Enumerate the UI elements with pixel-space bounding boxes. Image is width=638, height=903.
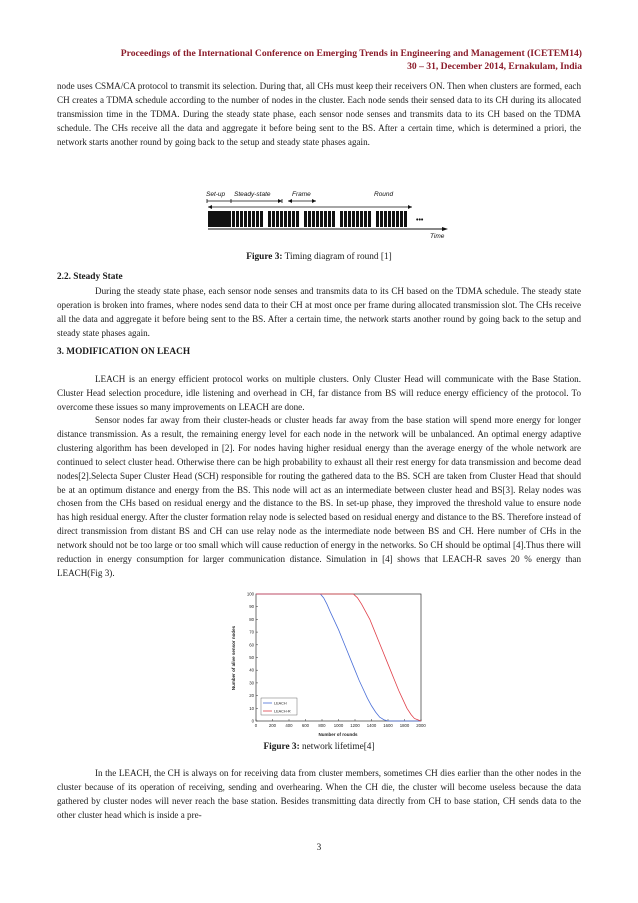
- setup-block: [208, 211, 231, 227]
- slot-bar: [328, 211, 331, 227]
- slot-bar: [320, 211, 323, 227]
- x-tick-label: 1600: [383, 723, 393, 728]
- frame-label: Frame: [292, 191, 311, 198]
- figure1-caption-text: Timing diagram of round [1]: [282, 252, 392, 262]
- network-lifetime-chart: [225, 588, 430, 738]
- x-tick-label: 400: [285, 723, 293, 728]
- intro-paragraph: node uses CSMA/CA protocol to transmit its selection. During that, all CHs must keep their receivers ON. Then when clusters are formed, each CH creates a TDMA schedule according to the number of nodes in the cluster. Each node sends their sensed data to its CH during its allocated transmission time in the TDMA. During the steady state phase, each sensor node senses and transmits data to its CH based on the TDMA schedule. The CHs receive all the data and aggregate it before being sent to the BS. After a certain time, which is determined a priori, the network starts another round by going back to the setup and steady state phases again.: [57, 81, 581, 147]
- header-line-2: 30 – 31, December 2014, Ernakulam, India: [407, 61, 582, 72]
- chart-legend: [261, 698, 297, 715]
- slot-bar: [292, 211, 295, 227]
- steady-state-label: Steady-state: [234, 191, 271, 198]
- slot-bar: [280, 211, 283, 227]
- x-tick-label: 1200: [350, 723, 360, 728]
- y-tick-label: 20: [249, 693, 254, 699]
- frame-arrow-head-right: [312, 199, 316, 203]
- y-tick-label: 30: [249, 680, 254, 686]
- slot-bar: [388, 211, 391, 227]
- legend-label: LEACH-R: [274, 709, 291, 714]
- timing-bars: [208, 211, 411, 227]
- slot-bar: [368, 211, 371, 227]
- time-label: Time: [430, 233, 445, 240]
- continuation-dots: •••: [416, 217, 424, 224]
- y-tick-label: 100: [246, 591, 254, 597]
- x-tick-label: 600: [301, 723, 310, 728]
- y-tick-label: 60: [249, 642, 254, 648]
- y-tick-label: 40: [249, 667, 254, 673]
- slot-bar: [332, 211, 335, 227]
- time-axis-arrow: [442, 227, 448, 231]
- slot-bar: [408, 211, 411, 227]
- figure1-caption: [0, 252, 638, 262]
- setup-label: Set-up: [206, 191, 226, 198]
- x-axis-label: Number of rounds: [318, 732, 358, 737]
- slot-bar: [364, 211, 367, 227]
- slot-bar: [396, 211, 399, 227]
- slot-bar: [264, 211, 267, 227]
- slot-bar: [352, 211, 355, 227]
- slot-bar: [308, 211, 311, 227]
- slot-bar: [312, 211, 315, 227]
- slot-bar: [316, 211, 319, 227]
- slot-bar: [232, 211, 235, 227]
- figure1-caption-label: Figure 3:: [246, 252, 283, 262]
- slot-bar: [244, 211, 247, 227]
- slot-bar: [300, 211, 303, 227]
- slot-bar: [240, 211, 243, 227]
- x-tick-label: 1400: [366, 723, 377, 728]
- timing-diagram: [204, 188, 454, 240]
- frame-arrow-head-left: [288, 199, 292, 203]
- slot-bar: [276, 211, 279, 227]
- slot-bar: [268, 211, 271, 227]
- slot-bar: [340, 211, 343, 227]
- slot-bar: [256, 211, 259, 227]
- x-tick-label: 1800: [399, 723, 410, 728]
- slot-bar: [380, 211, 383, 227]
- slot-bar: [248, 211, 251, 227]
- slot-bar: [404, 211, 407, 227]
- slot-bar: [336, 211, 339, 227]
- figure2-caption: [0, 742, 638, 752]
- slot-bar: [356, 211, 359, 227]
- x-tick-label: 800: [318, 723, 326, 728]
- section-2-2-heading: 2.2. Steady State: [57, 272, 123, 282]
- y-tick-label: 50: [249, 655, 254, 660]
- slot-bar: [236, 211, 239, 227]
- steady-arrow-head: [278, 199, 282, 203]
- page-number: 3: [316, 843, 322, 853]
- y-tick-label: 80: [249, 616, 254, 622]
- slot-bar: [360, 211, 363, 227]
- section-2-2-text: During the steady state phase, each sensor node senses and transmits data to its CH based on the TDMA schedule. The steady state operation is broken into frames, where nodes send data to their CH at most once per frame during allocated transmission slot. The CHs receive all the data and aggregate it before being sent to the BS. After a certain time, the network starts another round by going back to the setup and steady state phases again.: [57, 286, 581, 338]
- slot-bar: [252, 211, 255, 227]
- y-tick-label: 70: [249, 629, 254, 635]
- x-tick-label: 2000: [416, 723, 426, 728]
- figure2-caption-label: Figure 3:: [263, 742, 300, 752]
- slot-bar: [384, 211, 387, 227]
- final-paragraph: In the LEACH, the CH is always on for receiving data from cluster members, sometimes CH dies earlier than the other nodes in the cluster because of its operation of receiving, sending and overhearing. When the CH die, the cluster will become useless because the data gathered by cluster nodes will never reach the base station. Besides transmitting data directly from CH to base station, CH sends data to the other cluster head which is inside a pre-: [57, 768, 581, 820]
- proceedings-header: [42, 47, 582, 73]
- y-tick-label: 10: [249, 705, 254, 711]
- slot-bar: [324, 211, 327, 227]
- slot-bar: [260, 211, 263, 227]
- y-tick-label: 90: [249, 604, 254, 610]
- figure2-caption-text: network lifetime[4]: [299, 742, 375, 752]
- slot-bar: [344, 211, 347, 227]
- section-3-paragraph-2: Sensor nodes far away from their cluster-heads or cluster heads far away from the base station will spend more energy for longer distance transmission. As a result, the remaining energy level for each node in the network will be unbalanced. An optimal energy adaptive clustering algorithm has been developed in [2]. For nodes having higher residual energy than the average energy of the whole network are continued to select cluster head. Otherwise there can be high probability to exhaust all their rest energy for data transmission and become dead nodes[2].Selecta Super Cluster Head (SCH) responsible for routing the gathered data to the BS. SCH are taken from Cluster Head that should be at an optimum distance and energy from the BS. This node will act as an intermediate between cluster head and BS[3]. Relay nodes was chosen from the CHs based on residual energy and the distance to the BS. In set-up phase, they improved the threshold value to ensure node has high residual energy. After the cluster formation relay node is selected based on residual energy and distance to the BS. Therefore instead of direct transmission from distant BS and CH can use relay node as the intermediate node between BS and CH. Here number of CHs in the network should not be too large or too small which will cause reduction of energy in the networks. So CH should be optimal [4].Thus there will reduction in energy consumption for larger communication distance. Simulation in [4] shows that LEACH-R saves 20 % energy than LEACH(Fig 3).: [57, 415, 581, 578]
- round-arrow-head-left: [208, 205, 212, 209]
- slot-bar: [400, 211, 403, 227]
- x-tick-label: 200: [268, 723, 277, 728]
- section-3-heading: 3. MODIFICATION ON LEACH: [57, 347, 191, 357]
- slot-bar: [288, 211, 291, 227]
- round-label: Round: [374, 191, 394, 198]
- slot-bar: [348, 211, 351, 227]
- section-3-paragraph-1: LEACH is an energy efficient protocol works on multiple clusters. Only Cluster Head will communicate with the Base Station. Cluster Head selection procedure, idle listening and overhead in CH, far distance from BS will reduce energy efficiency of the protocol. To overcome these issues so many improvements on LEACH are done.: [57, 374, 581, 412]
- slot-bar: [372, 211, 375, 227]
- header-line-1: Proceedings of the International Conference on Emerging Trends in Engineering and Management (ICETEM14): [120, 48, 582, 59]
- slot-bar: [304, 211, 307, 227]
- slot-bar: [392, 211, 395, 227]
- slot-bar: [296, 211, 299, 227]
- x-tick-label: 1000: [333, 723, 344, 728]
- legend-label: LEACH: [274, 701, 287, 706]
- slot-bar: [272, 211, 275, 227]
- round-arrow-head-right: [408, 205, 412, 209]
- y-axis-label: Number of alive sensor nodes: [231, 625, 236, 691]
- y-tick-label: 0: [251, 718, 254, 724]
- slot-bar: [376, 211, 379, 227]
- x-tick-label: 0: [254, 723, 258, 728]
- slot-bar: [284, 211, 287, 227]
